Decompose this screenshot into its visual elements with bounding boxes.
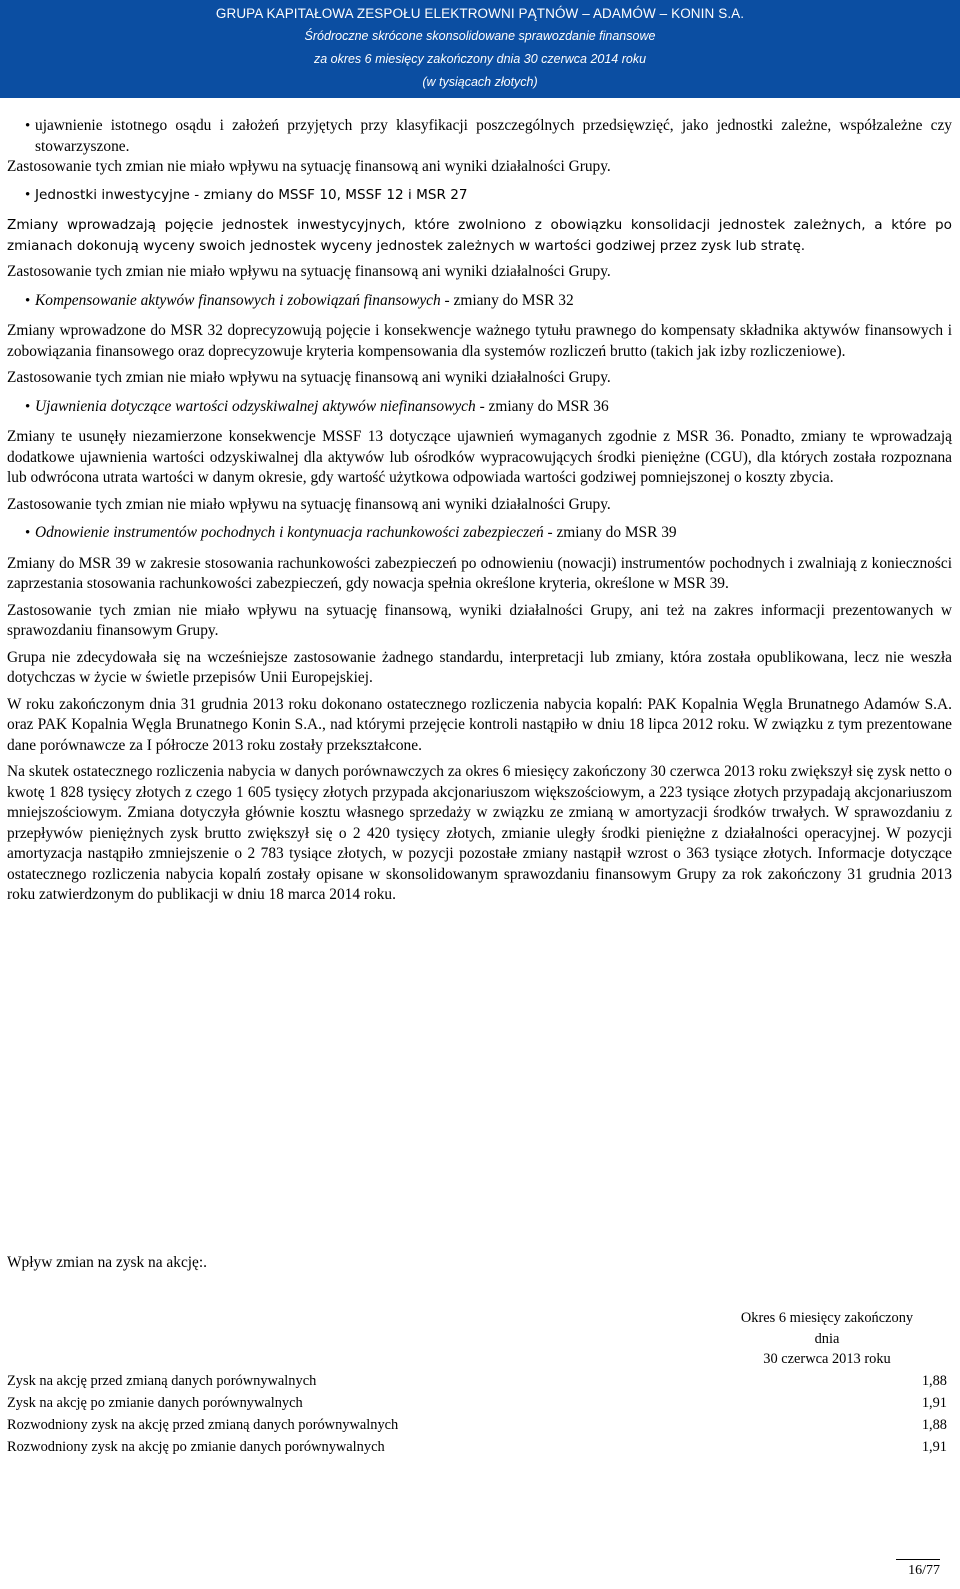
row-value: 1,88 <box>921 1373 947 1389</box>
paragraph-settlement: W roku zakończonym dnia 31 grudnia 2013 roku dokonano ostatecznego rozliczenia nabycia kopalń: PAK Kopalnia Węgla Brunatnego Adamów S.A. oraz PAK Kopalnia Węgla Brunatnego Konin S.A., nad którymi przejęcie kontroli nastąpiło w dniu 18 lipca 2012 roku. W związku z tym prezentowane dane porównawcze za I półrocze 2013 roku zostały przekształcone. <box>7 695 952 754</box>
paragraph-early-adoption: Grupa nie zdecydowała się na wcześniejsze zastosowanie żadnego standardu, interpretacji lub zmiany, która została opublikowana, lecz nie weszła dotychczas w życie w świetle przepisów Unii Europejskiej. <box>7 648 952 686</box>
row-label: Zysk na akcję przed zmianą danych porównywalnych <box>7 1373 317 1389</box>
bullet-icon: • <box>25 118 31 134</box>
bullet-title-rest: - zmiany do MSR 36 <box>475 397 609 415</box>
bullet-title-italic: Kompensowanie aktywów finansowych i zobowiązań finansowych <box>35 291 441 309</box>
no-impact-statement: Zastosowanie tych zmian nie miało wpływu na sytuację finansową ani wyniki działalności Grupy. <box>7 369 611 386</box>
table-row <box>7 1417 947 1437</box>
table-row <box>7 1439 947 1459</box>
page-number-text: 16/77 <box>908 1563 940 1578</box>
no-impact-statement: Zastosowanie tych zmian nie miało wpływu na sytuację finansową ani wyniki działalności Grupy. <box>7 263 611 280</box>
bullet-novation <box>7 523 952 544</box>
page-number <box>880 1563 940 1579</box>
no-impact-statement: Zastosowanie tych zmian nie miało wpływu na sytuację finansową ani wyniki działalności Grupy. <box>7 495 611 513</box>
table-row <box>7 1373 947 1393</box>
bullet-disclosure-text: ujawnienie istotnego osądu i założeń przyjętych przy klasyfikacji poszczególnych przedsięwzięć, jako jednostki zależne, współzależne czy stowarzyszone. <box>35 117 952 155</box>
bullet-title-italic: Odnowienie instrumentów pochodnych i kontynuacja rachunkowości zabezpieczeń <box>35 524 544 541</box>
paragraph-novation: Zmiany do MSR 39 w zakresie stosowania rachunkowości zabezpieczeń po odnowieniu (nowacji) instrumentów pochodnych i zwalniają z konieczności zaprzestania stosowania rachunkowości zabezpieczeń, gdy nowacja spełnia określone kryteria, określone w MSR 39. <box>7 554 952 592</box>
eps-column-header-line: dnia <box>814 1330 840 1347</box>
bullet-disclosure <box>7 116 952 157</box>
header-period: za okres 6 miesięcy zakończony dnia 30 czerwca 2014 roku <box>313 52 647 66</box>
bullet-icon: • <box>25 398 31 415</box>
eps-section-title: Wpływ zmian na zysk na akcję:. <box>7 1254 208 1271</box>
paragraph-offsetting: Zmiany wprowadzone do MSR 32 doprecyzowują pojęcie i konsekwencje ważnego tytułu prawnego do kompensaty składnika aktywów finansowych i zobowiązania finansowego oraz doprecyzowuje kryteria kompensowania dla systemów rozliczeń brutto (takich jak izby rozliczeniowe). <box>7 322 952 360</box>
bullet-recoverable-amount <box>7 397 952 418</box>
bullet-investment-entities <box>7 185 952 206</box>
bullet-offsetting <box>7 291 952 312</box>
no-impact-statement: Zastosowanie tych zmian nie miało wpływu na sytuację finansową ani wyniki działalności Grupy. <box>7 158 611 175</box>
document-body <box>7 116 952 906</box>
row-value: 1,88 <box>921 1417 947 1433</box>
bullet-title-rest: - zmiany do MSR 39 <box>543 524 677 541</box>
header-company: GRUPA KAPITAŁOWA ZESPOŁU ELEKTROWNI PĄTNÓW – ADAMÓW – KONIN S.A. <box>215 6 745 21</box>
paragraph-result-change: Na skutek ostatecznego rozliczenia nabycia w danych porównawczych za okres 6 miesięcy zakończony 30 czerwca 2013 roku zwiększył się zysk netto o kwotę 1 828 tysięcy złotych z czego 1 605 tysięcy złotych przypada akcjonariuszom większościowym, a 223 tysiące złotych przypadają akcjonariuszom mniejszościowym. Zmiana dotyczyła głównie kosztu własnego sprzedaży w związku ze zmianą w amortyzacji środków trwałych. W sprawozdaniu z przepływów pieniężnych zysk brutto zwiększył się o 2 420 tysięcy złotych, zmianie uległy środki pieniężne z działalności operacyjnej. W pozycji amortyzacja nastąpiło zmniejszenie o 2 783 tysiące złotych, w pozycji pozostałe zmiany nastąpił wzrost o 363 tysiące złotych. Informacje dotyczące ostatecznego rozliczenia nabycia kopalń zostały opisane w skonsolidowanym sprawozdaniu finansowym Grupy za rok zakończony 31 grudnia 2013 roku zatwierdzonym do publikacji w dniu 18 marca 2014 roku. <box>7 763 952 903</box>
table-row <box>7 1395 947 1415</box>
bullet-icon: • <box>25 292 31 309</box>
row-label: Rozwodniony zysk na akcję po zmianie danych porównywalnych <box>7 1439 385 1455</box>
row-label: Rozwodniony zysk na akcję przed zmianą danych porównywalnych <box>7 1417 399 1433</box>
page-number-rule <box>896 1559 940 1560</box>
header-unit: (w tysiącach złotych) <box>422 75 538 89</box>
paragraph-recoverable-amount: Zmiany te usunęły niezamierzone konsekwencje MSSF 13 dotyczące ujawnień wymaganych zgodnie z MSR 36. Ponadto, zmiany te wprowadzają dodatkowe ujawnienia wartości odzyskiwalnej dla aktywów lub ośrodków wypracowujących środki pieniężne (CGU), dla których została rozpoznana lub odwrócona utrata wartości w danym okresie, gdy wartość użytkowa odpowiada wartości godziwej pomniejszonej o koszty zbycia. <box>7 428 952 486</box>
header-report: Śródroczne skrócone skonsolidowane sprawozdanie finansowe <box>304 29 656 43</box>
paragraph-investment-entities: Zmiany wprowadzają pojęcie jednostek inwestycyjnych, które zwolniono z obowiązku konsolidacji jednostek zależnych, a które po zmianach dokonują wyceny swoich jednostek wyceny jednostek zależnych w wartości godziwej przez zysk lub stratę. <box>7 217 952 254</box>
row-value: 1,91 <box>921 1395 947 1411</box>
bullet-icon: • <box>25 525 31 541</box>
page-header <box>0 0 960 98</box>
eps-column-header-line: Okres 6 miesięcy zakończony <box>740 1310 914 1326</box>
bullet-icon: • <box>25 186 31 203</box>
row-label: Zysk na akcję po zmianie danych porównywalnych <box>7 1395 303 1411</box>
bullet-title-italic: Ujawnienia dotyczące wartości odzyskiwalnej aktywów niefinansowych <box>35 397 476 415</box>
row-value: 1,91 <box>921 1439 947 1455</box>
eps-column-header <box>707 1308 947 1370</box>
bullet-title: Jednostki inwestycyjne - zmiany do MSSF 10, MSSF 12 i MSR 27 <box>35 186 468 203</box>
bullet-title-rest: - zmiany do MSR 32 <box>440 291 574 309</box>
eps-column-header-line: 30 czerwca 2013 roku <box>763 1351 891 1367</box>
paragraph-novation-impact: Zastosowanie tych zmian nie miało wpływu na sytuację finansową, wyniki działalności Grupy, ani też na zakres informacji prezentowanych w sprawozdaniu finansowym Grupy. <box>7 601 952 639</box>
